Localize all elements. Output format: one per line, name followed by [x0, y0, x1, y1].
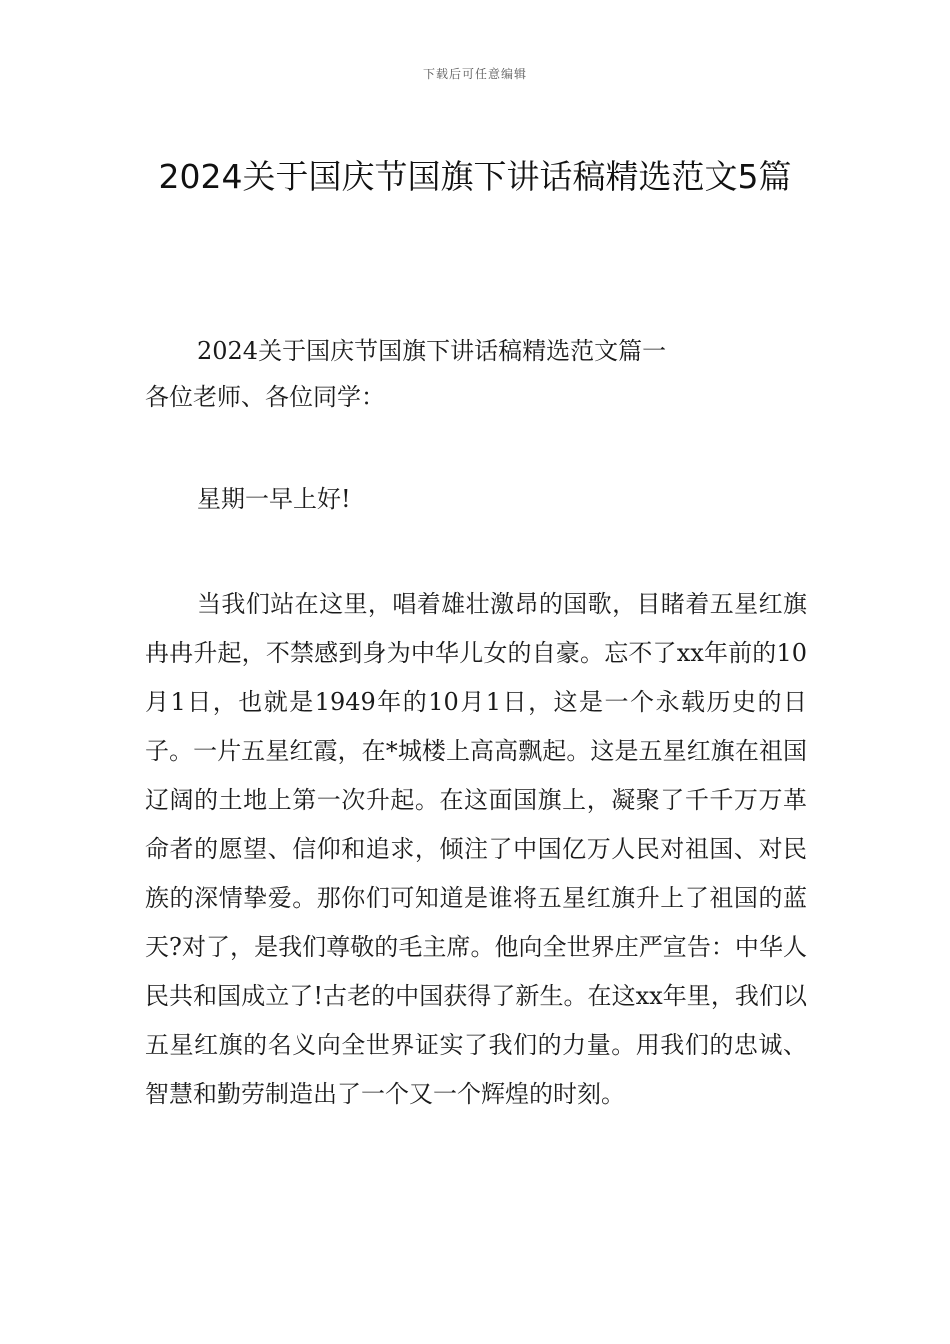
- document-title: 2024关于国庆节国旗下讲话稿精选范文5篇: [158, 157, 792, 196]
- body-paragraph: 当我们站在这里，唱着雄壮激昂的国歌，目睹着五星红旗冉冉升起，不禁感到身为中华儿女的自豪。忘不了xx年前的10月1日，也就是1949年的10月1日，这是一个永载历史的日子。一片五星红霞，在*城楼上高高飘起。这是五星红旗在祖国辽阔的土地上第一次升起。在这面国旗上，凝聚了千千万万革命者的愿望、信仰和追求，倾注了中国亿万人民对祖国、对民族的深情挚爱。那你们可知道是谁将五星红旗升上了祖国的蓝天?对了，是我们尊敬的毛主席。他向全世界庄严宣告：中华人民共和国成立了!古老的中国获得了新生。在这xx年里，我们以五星红旗的名义向全世界证实了我们的力量。用我们的忠诚、智慧和勤劳制造出了一个又一个辉煌的时刻。: [145, 590, 807, 1108]
- salutation: 各位老师、各位同学：: [145, 383, 385, 411]
- section-subtitle: 2024关于国庆节国旗下讲话稿精选范文篇一: [197, 337, 667, 365]
- header-note: 下载后可任意编辑: [422, 67, 527, 81]
- greeting: 星期一早上好!: [197, 485, 351, 513]
